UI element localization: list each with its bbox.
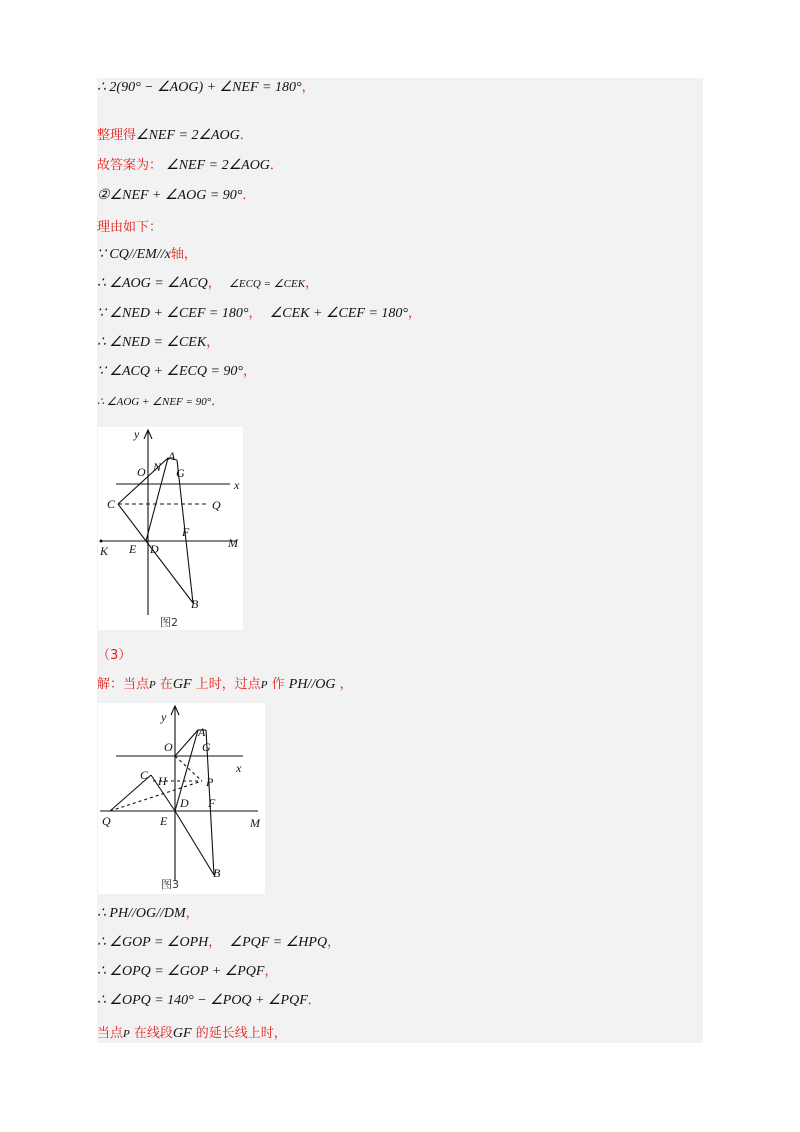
line-6: ∵ CQ//EM//x轴， [97, 247, 197, 262]
line-9: ∴ ∠NED = ∠CEK， [97, 335, 220, 350]
line-13: ∴ ∠GOP = ∠OPH， ∠PQF = ∠HPQ， [97, 935, 341, 950]
fig2-label-x: x [234, 478, 240, 492]
fig3-label-D: D [180, 796, 189, 810]
fig3-label-B: B [213, 866, 221, 880]
line-1: ∴ 2(90° − ∠AOG) + ∠NEF = 180°， [97, 80, 315, 95]
line-8: ∵ ∠NED + ∠CEF = 180°， ∠CEK + ∠CEF = 180°， [97, 306, 422, 321]
line-15: ∴ ∠OPQ = 140° − ∠POQ + ∠PQF． [97, 993, 321, 1008]
figure-3 [98, 703, 265, 894]
fig3-label-x: x [236, 761, 242, 775]
fig2-label-E: E [129, 542, 137, 556]
fig3-label-P: P [206, 775, 214, 789]
fig3-label-y: y [161, 710, 167, 724]
figure-2 [98, 427, 243, 630]
fig2-label-C: C [107, 497, 116, 511]
fig3-label-G: G [202, 740, 211, 754]
fig3-caption: 图3 [161, 878, 179, 891]
fig3-label-F: F [208, 796, 216, 810]
line-10: ∵ ∠ACQ + ∠ECQ = 90°， [97, 364, 257, 379]
fig2-label-F: F [182, 525, 190, 539]
line-4: ②∠NEF + ∠AOG = 90°． [97, 188, 256, 203]
line-12: ∴ PH//OG//DM， [97, 906, 199, 921]
fig2-label-M: M [228, 536, 238, 550]
fig2-label-B: B [191, 597, 199, 611]
fig3-label-M: M [250, 816, 260, 830]
line-11: ∴ ∠AOG + ∠NEF = 90°． [97, 394, 225, 409]
fig2-label-K: K [100, 544, 109, 558]
fig2-label-D: D [150, 542, 159, 556]
fig3-label-A: A [198, 725, 206, 739]
fig2-label-y: y [134, 427, 140, 441]
fig2-label-N: N [153, 460, 162, 474]
fig2-label-Q: Q [212, 498, 221, 512]
line-2: 整理得∠NEF = 2∠AOG． [97, 128, 253, 143]
line-14: ∴ ∠OPQ = ∠GOP + ∠PQF， [97, 964, 278, 979]
part3-title: （3） [97, 648, 132, 663]
fig2-label-A: A [168, 449, 176, 463]
line-7: ∴ ∠AOG = ∠ACQ， ∠ECQ = ∠CEK， [97, 276, 319, 291]
fig2-label-G: G [176, 466, 185, 480]
line-3: 故答案为： ∠NEF = 2∠AOG． [97, 158, 283, 173]
line-16: 当点P 在线段GF 的延长线上时， [97, 1026, 287, 1041]
fig2-label-O: O [137, 465, 146, 479]
fig2-caption: 图2 [160, 616, 178, 629]
fig3-label-O: O [164, 740, 173, 754]
fig3-label-Q: Q [102, 814, 111, 828]
part3-intro: 解：当点P 在GF 上时，过点P 作 PH//OG ， [97, 677, 353, 692]
line-5: 理由如下： [97, 220, 163, 235]
fig3-label-C: C [140, 768, 149, 782]
fig3-label-H: H [158, 774, 167, 788]
fig3-label-E: E [160, 814, 168, 828]
